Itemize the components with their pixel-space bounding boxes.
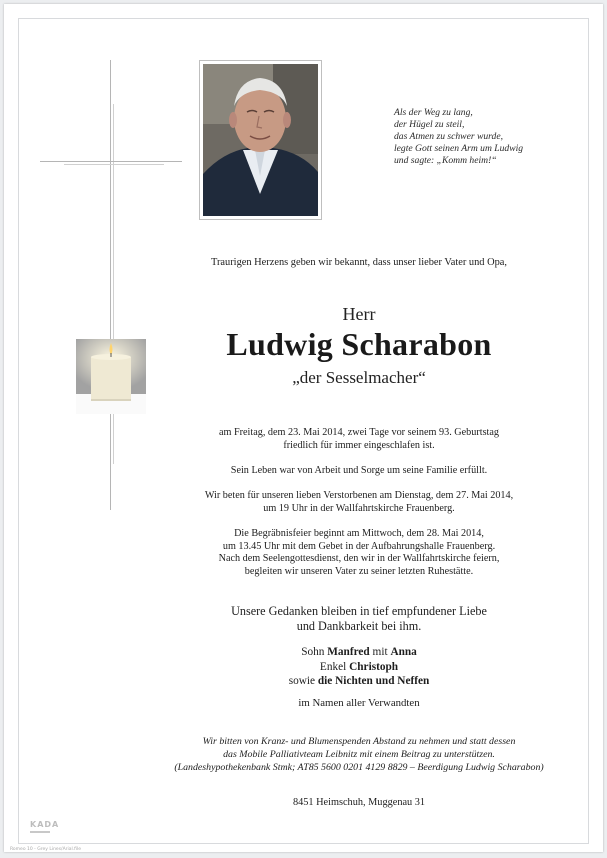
- text-line: Unsere Gedanken bleiben in tief empfundener Liebe: [231, 604, 487, 618]
- text-line: Nach dem Seelengottesdienst, den wir in der Wallfahrtskirche feiern,: [218, 553, 500, 564]
- text-line: (Landeshypothekenbank Stmk; AT85 5600 0201 4129 8829 – Beerdigung Ludwig Scharabon): [174, 761, 544, 773]
- cross-bar-shadow: [64, 164, 164, 165]
- text-line: Wir bitten von Kranz- und Blumenspenden Abstand zu nehmen und statt dessen: [202, 736, 516, 747]
- family-line-son: [124, 645, 594, 660]
- prayer-notice: [124, 490, 594, 515]
- text-line: das Mobile Palliativteam Leibnitz mit einem Beitrag zu unterstützen.: [223, 748, 495, 760]
- text-line: Die Begräbnisfeier beginnt am Mittwoch, dem 28. Mai 2014,: [234, 528, 484, 539]
- son-name: Manfred: [327, 646, 370, 658]
- life-summary: Sein Leben war von Arbeit und Sorge um seine Familie erfüllt.: [230, 465, 488, 476]
- text-line: begleiten wir unseren Vater zu seiner letzten Ruhestätte.: [244, 565, 474, 577]
- text-line: Wir beten für unseren lieben Verstorbenen am Dienstag, dem 27. Mai 2014,: [204, 490, 514, 501]
- poem-line: das Atmen zu schwer wurde,: [394, 131, 503, 142]
- family-line-grandson: [124, 660, 594, 675]
- text-line: friedlich für immer eingeschlafen ist.: [283, 439, 435, 451]
- text-line: um 13.45 Uhr mit dem Gebet in der Aufbahrungshalle Frauenberg.: [222, 540, 496, 552]
- text-line: am Freitag, dem 23. Mai 2014, zwei Tage vor seinem 93. Geburtstag: [218, 427, 500, 438]
- funeral-notice: [124, 528, 594, 578]
- intro-text: Traurigen Herzens geben wir bekannt, dass unser lieber Vater und Opa,: [210, 257, 508, 268]
- cross-bar: [40, 161, 182, 162]
- cross-icon: [110, 60, 111, 510]
- logo-text: KADA: [30, 820, 60, 829]
- text-line: und Dankbarkeit bei ihm.: [296, 619, 422, 633]
- text: Sohn: [301, 646, 328, 658]
- salutation: Herr: [342, 304, 376, 324]
- daughter-in-law-name: Anna: [390, 646, 417, 658]
- text: mit: [369, 646, 391, 658]
- text: sowie: [288, 675, 318, 687]
- template-footer: Romeo 10 - Grey Lines/Arial.file: [10, 847, 82, 852]
- poem-line: und sagte: „Komm heim!“: [394, 155, 497, 166]
- deceased-name: Ludwig Scharabon: [226, 326, 492, 362]
- family-list: [124, 645, 594, 689]
- obituary-sheet: [4, 4, 603, 852]
- relatives-note: im Namen aller Verwandten: [298, 697, 420, 709]
- donation-request: [124, 736, 594, 774]
- text-line: um 19 Uhr in der Wallfahrtskirche Frauenberg.: [263, 502, 455, 514]
- nickname: „der Sesselmacher“: [292, 368, 426, 387]
- poem-line: der Hügel zu steil,: [394, 119, 465, 130]
- family-line-relatives: [124, 674, 594, 689]
- logo-underline: [30, 831, 50, 833]
- text: Enkel: [319, 660, 350, 673]
- poem: [394, 107, 569, 167]
- grandson-name: Christoph: [349, 660, 399, 673]
- poem-line: Als der Weg zu lang,: [394, 107, 473, 118]
- remembrance-text: [124, 604, 594, 634]
- death-notice: [124, 427, 594, 452]
- poem-line: legte Gott seinen Arm um Ludwig: [394, 143, 524, 154]
- funeral-home-logo: [30, 821, 59, 833]
- portrait-photo: [199, 60, 322, 220]
- nieces-nephews: die Nichten und Neffen: [317, 675, 430, 687]
- portrait-image: [203, 64, 318, 216]
- address: 8451 Heimschuh, Muggenau 31: [292, 797, 426, 808]
